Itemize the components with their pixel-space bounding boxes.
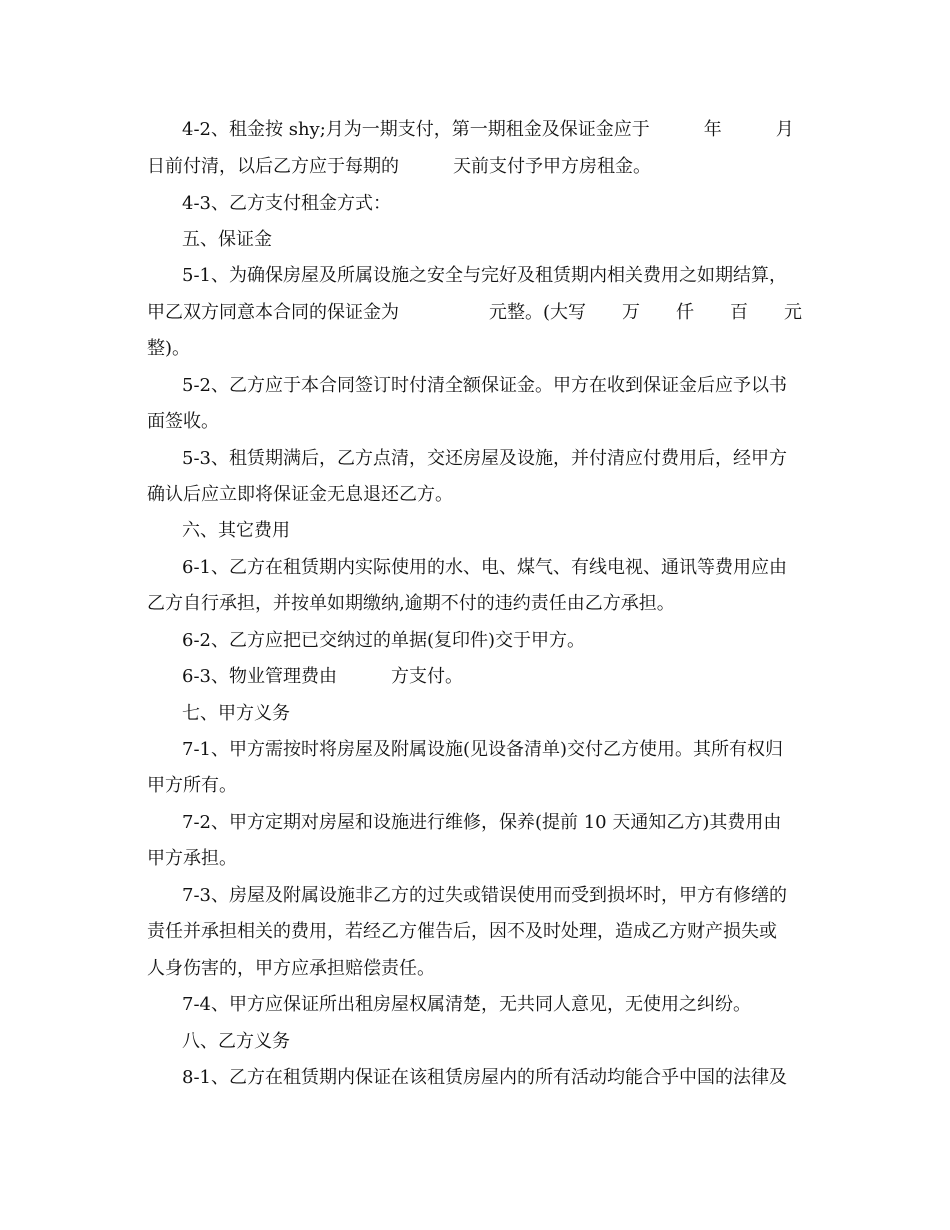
paragraph-line: 7-3、房屋及附属设施非乙方的过失或错误使用而受到损坏时，甲方有修缮的 <box>182 885 787 906</box>
paragraph-line: 7-2、甲方定期对房屋和设施进行维修，保养(提前 10 天通知乙方)其费用由 <box>182 812 782 833</box>
paragraph-line: 日前付清，以后乙方应于每期的 天前支付予甲方房租金。 <box>147 156 651 177</box>
paragraph-line: 人身伤害的，甲方应承担赔偿责任。 <box>147 958 435 979</box>
paragraph-line: 4-2、租金按 shy;月为一期支付，第一期租金及保证金应于 年 月 <box>182 119 794 140</box>
paragraph-line: 6-2、乙方应把已交纳过的单据(复印件)交于甲方。 <box>182 630 586 651</box>
paragraph-line: 责任并承担相关的费用，若经乙方催告后，因不及时处理，造成乙方财产损失或 <box>147 921 777 942</box>
paragraph-line: 6-1、乙方在租赁期内实际使用的水、电、煤气、有线电视、通讯等费用应由 <box>182 557 787 578</box>
paragraph-line: 确认后应立即将保证金无息退还乙方。 <box>147 484 453 505</box>
section-heading: 六、其它费用 <box>182 520 290 541</box>
section-heading: 八、乙方义务 <box>182 1031 290 1052</box>
section-heading: 七、甲方义务 <box>182 703 290 724</box>
paragraph-line: 5-1、为确保房屋及所属设施之安全与完好及租赁期内相关费用之如期结算， <box>182 265 787 286</box>
paragraph-line: 4-3、乙方支付租金方式： <box>182 193 391 214</box>
paragraph-line: 6-3、物业管理费由 方支付。 <box>182 666 463 687</box>
paragraph-line: 8-1、乙方在租赁期内保证在该租赁房屋内的所有活动均能合乎中国的法律及 <box>182 1067 787 1088</box>
paragraph-line: 甲方所有。 <box>147 775 237 796</box>
paragraph-line: 整)。 <box>147 338 191 359</box>
paragraph-line: 7-1、甲方需按时将房屋及附属设施(见设备清单)交付乙方使用。其所有权归 <box>182 739 784 760</box>
section-heading: 五、保证金 <box>182 229 272 250</box>
paragraph-line: 5-2、乙方应于本合同签订时付清全额保证金。甲方在收到保证金后应予以书 <box>182 375 787 396</box>
paragraph-line: 面签收。 <box>147 411 219 432</box>
paragraph-line: 甲乙双方同意本合同的保证金为 元整。(大写 万 仟 百 元 <box>147 302 803 323</box>
paragraph-line: 5-3、租赁期满后，乙方点清，交还房屋及设施，并付清应付费用后，经甲方 <box>182 448 787 469</box>
paragraph-line: 甲方承担。 <box>147 848 237 869</box>
paragraph-line: 7-4、甲方应保证所出租房屋权属清楚，无共同人意见，无使用之纠纷。 <box>182 994 751 1015</box>
paragraph-line: 乙方自行承担，并按单如期缴纳,逾期不付的违约责任由乙方承担。 <box>147 593 675 614</box>
